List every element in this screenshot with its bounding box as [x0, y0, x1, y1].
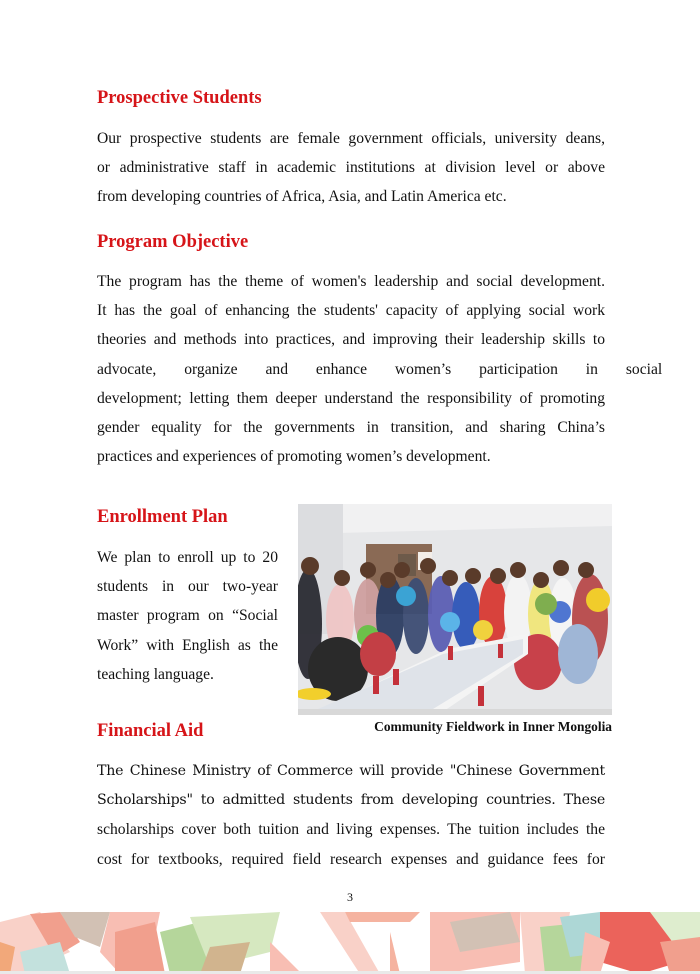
- text-line: advocate, organize and enhance women’s participation in social: [97, 360, 663, 378]
- heading-program-objective: Program Objective: [97, 232, 249, 252]
- text-line: master program on “Social: [97, 607, 278, 625]
- text-line: students in our two-year: [97, 578, 278, 596]
- text-line: Scholarships" to admitted students from developing countries. These: [97, 792, 605, 809]
- page-number: 3: [347, 890, 353, 904]
- heading-financial-aid: Financial Aid: [97, 721, 204, 741]
- paragraph-enrollment-plan: [97, 543, 278, 689]
- text-line: or administrative staff in academic institutions at division level or above: [97, 159, 605, 177]
- text-line: scholarships cover both tuition and living expenses. The tuition includes the: [97, 821, 605, 839]
- text-line: from developing countries of Africa, Asia, and Latin America etc.: [97, 188, 507, 206]
- text-line: Work” with English as the: [97, 636, 278, 654]
- text-line: The Chinese Ministry of Commerce will provide "Chinese Government: [97, 763, 605, 779]
- text-line: It has the goal of enhancing the students' capacity of applying social work: [97, 302, 605, 320]
- heading-prospective-students: Prospective Students: [97, 88, 262, 108]
- text-line: The program has the theme of women's leadership and social development.: [97, 273, 605, 290]
- text-line: We plan to enroll up to 20: [97, 549, 278, 566]
- group-photo-illustration: [298, 504, 612, 715]
- floral-pattern-graphic: [0, 912, 700, 974]
- paragraph-prospective-students: [97, 124, 605, 212]
- decorative-footer-banner: [0, 912, 700, 974]
- paragraph-financial-aid: [97, 757, 605, 874]
- paragraph-program-objective: [97, 267, 663, 471]
- text-line: cost for textbooks, required field research expenses and guidance fees for: [97, 850, 605, 868]
- text-line: Our prospective students are female government officials, university deans,: [97, 130, 605, 147]
- heading-enrollment-plan: Enrollment Plan: [97, 507, 228, 527]
- text-line: practices and experiences of promoting women’s development.: [97, 448, 491, 466]
- group-photo: [298, 504, 612, 715]
- text-line: teaching language.: [97, 665, 214, 683]
- photo-caption: Community Fieldwork in Inner Mongolia: [374, 719, 612, 734]
- text-line: gender equality for the governments in transition, and sharing China’s: [97, 419, 605, 437]
- text-line: development; letting them deeper understand the responsibility of promoting: [97, 389, 605, 407]
- text-line: theories and methods into practices, and improving their leadership skills to: [97, 331, 605, 349]
